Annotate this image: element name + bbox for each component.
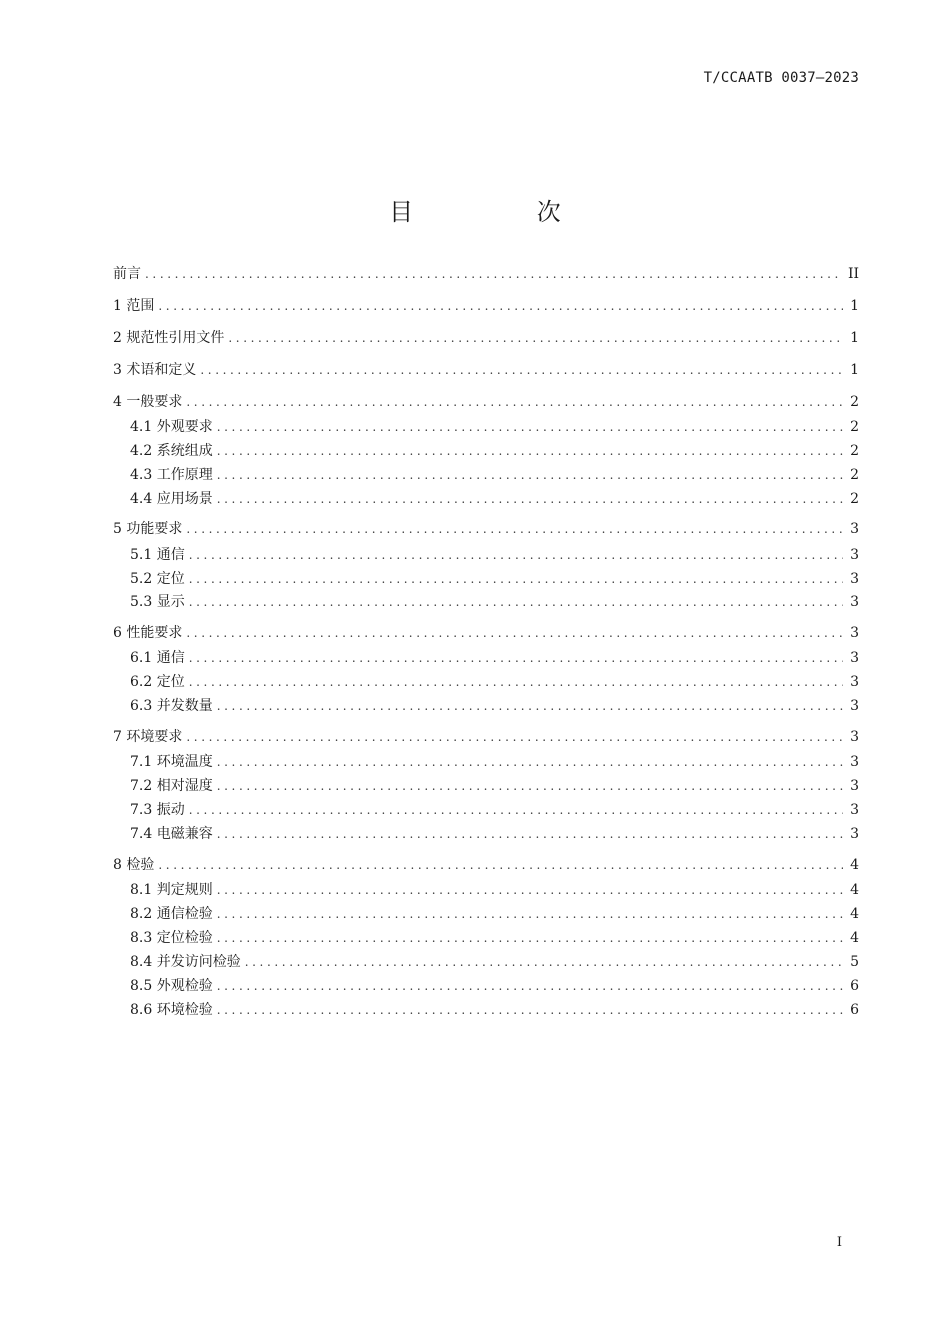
toc-dot-leader	[217, 976, 843, 996]
toc-entry[interactable]	[130, 904, 859, 924]
toc-entry[interactable]	[130, 976, 859, 996]
toc-entry[interactable]	[130, 1000, 859, 1020]
toc-entry-label: 6.1 通信	[130, 650, 185, 666]
toc-entry-label: 7 环境要求	[113, 729, 183, 745]
toc-dot-leader	[217, 824, 843, 844]
toc-dot-leader	[186, 392, 843, 412]
toc-entry-label: 7.3 振动	[130, 802, 185, 818]
toc-dot-leader	[217, 465, 843, 485]
toc-entry-page: 3	[850, 571, 859, 587]
toc-dot-leader	[189, 648, 843, 668]
toc-entry[interactable]	[130, 928, 859, 948]
toc-dot-leader	[245, 952, 843, 972]
toc-entry-page: 1	[850, 330, 859, 346]
page-title: 目 次	[389, 198, 619, 226]
toc-entry-page: 3	[850, 547, 859, 563]
toc-entry[interactable]	[130, 465, 859, 485]
toc-dot-leader	[200, 360, 843, 380]
toc-entry-label: 6.3 并发数量	[130, 698, 213, 714]
toc-entry[interactable]	[130, 489, 859, 509]
toc-entry-page: 3	[850, 729, 859, 745]
toc-entry-label: 7.2 相对湿度	[130, 778, 213, 794]
toc-entry[interactable]	[130, 648, 859, 668]
toc-entry-page: II	[847, 266, 859, 282]
toc-dot-leader	[158, 296, 843, 316]
toc-entry[interactable]	[130, 824, 859, 844]
toc-entry-label: 4.3 工作原理	[130, 467, 213, 483]
toc-entry-label: 8 检验	[113, 857, 155, 873]
document-id: T/CCAATB 0037—2023	[703, 70, 859, 86]
toc-entry[interactable]	[130, 417, 859, 437]
toc-dot-leader	[228, 328, 843, 348]
toc-entry[interactable]	[130, 776, 859, 796]
toc-dot-leader	[217, 776, 843, 796]
toc-dot-leader	[189, 592, 843, 612]
toc-entry[interactable]	[130, 880, 859, 900]
toc-entry-page: 3	[850, 826, 859, 842]
toc-dot-leader	[217, 417, 843, 437]
toc-entry-page: 1	[850, 362, 859, 378]
toc-entry-page: 2	[850, 491, 859, 507]
toc-dot-leader	[217, 928, 843, 948]
toc-entry-label: 6.2 定位	[130, 674, 185, 690]
toc-entry-page: 3	[850, 650, 859, 666]
toc-entry-label: 7.1 环境温度	[130, 754, 213, 770]
toc-entry-label: 8.3 定位检验	[130, 930, 213, 946]
toc-dot-leader	[217, 904, 843, 924]
toc-entry[interactable]	[130, 696, 859, 716]
toc-entry[interactable]	[130, 800, 859, 820]
toc-dot-leader	[186, 727, 843, 747]
toc-entry-label: 4 一般要求	[113, 394, 183, 410]
toc-entry-page: 4	[850, 906, 859, 922]
toc-entry-page: 3	[850, 594, 859, 610]
toc-entry[interactable]	[113, 264, 859, 284]
toc-entry-label: 8.6 环境检验	[130, 1002, 213, 1018]
toc-entry-page: 3	[850, 802, 859, 818]
toc-entry-page: 2	[850, 443, 859, 459]
toc-entry[interactable]	[113, 360, 859, 380]
toc-dot-leader	[217, 489, 843, 509]
toc-entry-page: 6	[850, 978, 859, 994]
toc-dot-leader	[217, 752, 843, 772]
toc-dot-leader	[186, 519, 843, 539]
toc-entry[interactable]	[130, 545, 859, 565]
toc-entry-label: 5.2 定位	[130, 571, 185, 587]
toc-entry[interactable]	[130, 441, 859, 461]
toc-entry-label: 5 功能要求	[113, 521, 183, 537]
toc-entry-page: 5	[850, 954, 859, 970]
toc-entry[interactable]	[130, 592, 859, 612]
toc-entry-label: 8.1 判定规则	[130, 882, 213, 898]
toc-entry-label: 1 范围	[113, 298, 155, 314]
toc-dot-leader	[145, 264, 842, 284]
toc-entry[interactable]	[130, 672, 859, 692]
toc-dot-leader	[217, 441, 843, 461]
toc-entry-page: 1	[850, 298, 859, 314]
toc-entry[interactable]	[113, 328, 859, 348]
toc-dot-leader	[189, 569, 843, 589]
toc-entry-page: 3	[850, 778, 859, 794]
toc-entry-page: 2	[850, 394, 859, 410]
toc-entry-page: 3	[850, 625, 859, 641]
toc-entry[interactable]	[113, 296, 859, 316]
toc-entry[interactable]	[130, 569, 859, 589]
toc-entry-label: 4.2 系统组成	[130, 443, 213, 459]
toc-entry[interactable]	[113, 727, 859, 747]
toc-dot-leader	[217, 880, 843, 900]
toc-entry-label: 8.5 外观检验	[130, 978, 213, 994]
toc-entry-label: 7.4 电磁兼容	[130, 826, 213, 842]
toc-entry-label: 前言	[113, 266, 141, 282]
toc-entry-label: 8.4 并发访问检验	[130, 954, 241, 970]
toc-dot-leader	[189, 800, 843, 820]
toc-entry-page: 4	[850, 882, 859, 898]
toc-entry[interactable]	[113, 519, 859, 539]
toc-entry-label: 5.3 显示	[130, 594, 185, 610]
toc-entry-label: 3 术语和定义	[113, 362, 197, 378]
toc-entry-page: 3	[850, 754, 859, 770]
toc-entry-page: 3	[850, 674, 859, 690]
toc-entry-label: 4.4 应用场景	[130, 491, 213, 507]
toc-dot-leader	[217, 1000, 843, 1020]
toc-entry-page: 3	[850, 521, 859, 537]
page-number: I	[836, 1235, 842, 1250]
toc-entry[interactable]	[113, 623, 859, 643]
toc-dot-leader	[189, 545, 843, 565]
toc-dot-leader	[189, 672, 843, 692]
toc-entry[interactable]	[113, 855, 859, 875]
toc-dot-leader	[158, 855, 843, 875]
toc-entry-label: 6 性能要求	[113, 625, 183, 641]
toc-entry-page: 6	[850, 1002, 859, 1018]
toc-entry[interactable]	[130, 952, 859, 972]
toc-entry[interactable]	[113, 392, 859, 412]
toc-entry-page: 2	[850, 419, 859, 435]
toc-entry-page: 4	[850, 857, 859, 873]
toc-entry[interactable]	[130, 752, 859, 772]
toc-entry-label: 8.2 通信检验	[130, 906, 213, 922]
toc-dot-leader	[217, 696, 843, 716]
toc-entry-page: 3	[850, 698, 859, 714]
toc-entry-label: 2 规范性引用文件	[113, 330, 225, 346]
toc-entry-label: 4.1 外观要求	[130, 419, 213, 435]
toc-entry-page: 2	[850, 467, 859, 483]
toc-entry-label: 5.1 通信	[130, 547, 185, 563]
toc-entry-page: 4	[850, 930, 859, 946]
toc-dot-leader	[186, 623, 843, 643]
